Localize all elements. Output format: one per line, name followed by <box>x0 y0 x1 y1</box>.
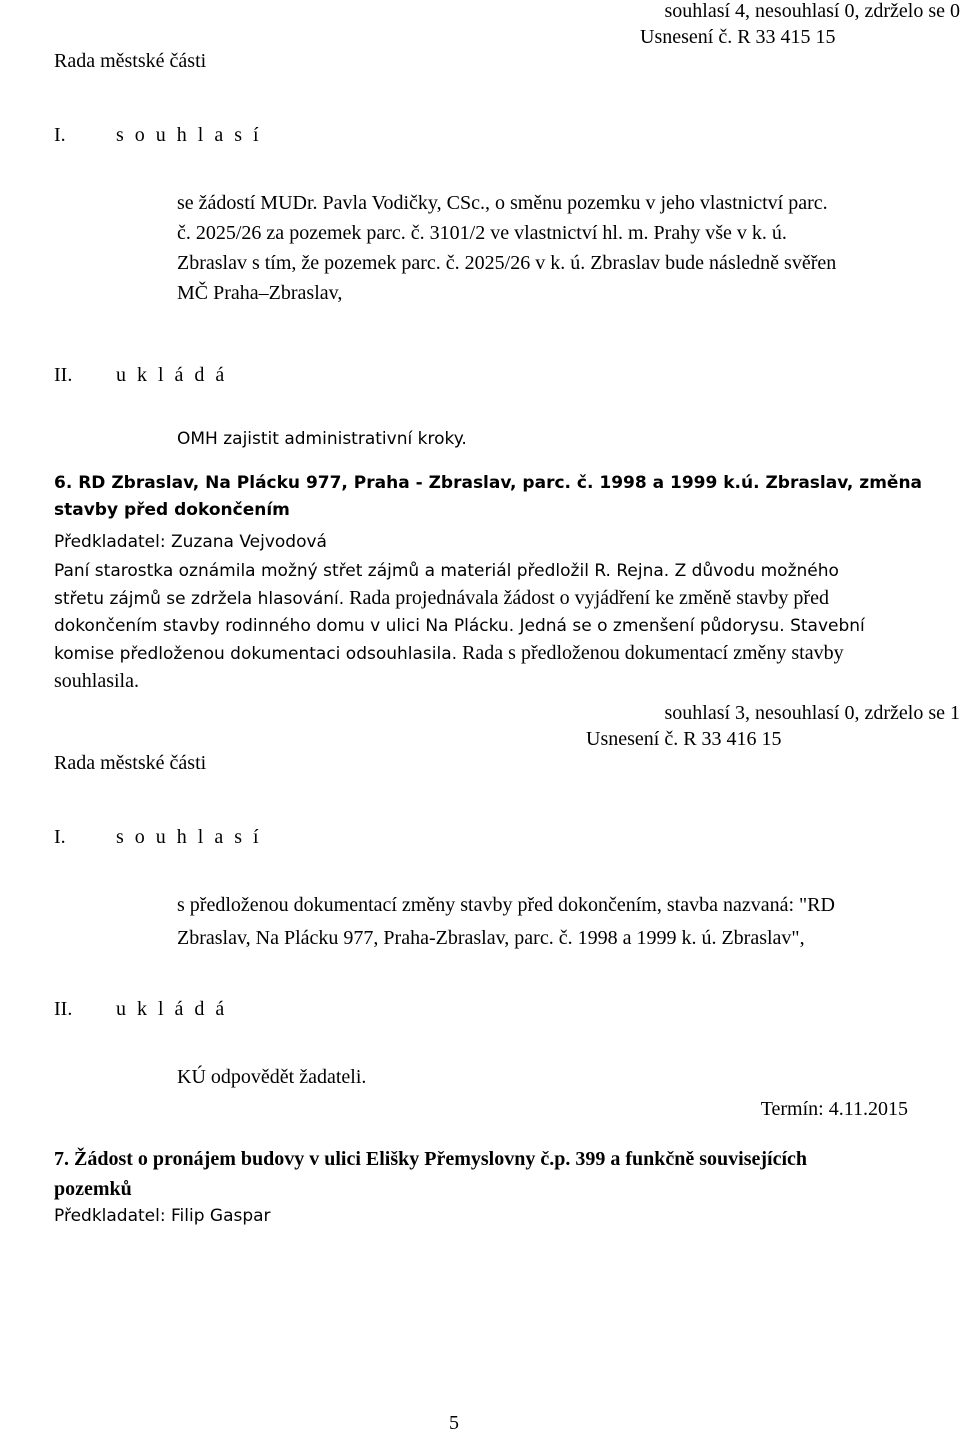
text-line <box>54 585 865 613</box>
text-line: č. 2025/26 za pozemek parc. č. 3101/2 ve vlastnictví hl. m. Prahy vše v k. ú. <box>177 222 787 244</box>
point-text <box>177 188 836 308</box>
council-body: Rada městské části <box>54 752 207 774</box>
point-text: OMH zajistit administrativní kroky. <box>177 429 467 449</box>
title-line: stavby před dokončením <box>54 500 290 520</box>
presenter: Předkladatel: Filip Gaspar <box>54 1206 271 1226</box>
resolution-number: Usnesení č. R 33 416 15 <box>586 728 782 750</box>
point-verb: s o u h l a s í <box>116 124 262 146</box>
point-text <box>177 889 835 955</box>
agenda-item-title <box>54 1144 807 1204</box>
presenter: Předkladatel: Zuzana Vejvodová <box>54 532 327 552</box>
title-line: 7. Žádost o pronájem budovy v ulici Elišky Přemyslovny č.p. 399 a funkčně souvisejících <box>54 1148 808 1170</box>
vote-result: souhlasí 3, nesouhlasí 0, zdrželo se 1 <box>664 702 960 724</box>
text-segment: Rada projednávala žádost o vyjádření ke změně stavby před <box>344 587 829 609</box>
agenda-item-title <box>54 470 922 524</box>
point-number: I. <box>54 124 66 146</box>
point-number: I. <box>54 826 66 848</box>
point-verb: u k l á d á <box>116 998 228 1020</box>
deadline: Termín: 4.11.2015 <box>760 1098 908 1120</box>
text-segment: komise předloženou dokumentaci odsouhlasila. <box>54 644 458 664</box>
point-verb: s o u h l a s í <box>116 826 262 848</box>
resolution-number: Usnesení č. R 33 415 15 <box>640 26 836 48</box>
text-line: se žádostí MUDr. Pavla Vodičky, CSc., o směnu pozemku v jeho vlastnictví parc. <box>177 192 828 214</box>
council-body: Rada městské části <box>54 50 207 72</box>
discussion-text <box>54 558 865 695</box>
point-number: II. <box>54 998 73 1020</box>
text-line: dokončením stavby rodinného domu v ulici Na Plácku. Jedná se o zmenšení půdorysu. Stavební <box>54 616 865 636</box>
point-verb: u k l á d á <box>116 364 228 386</box>
text-segment: Rada s předloženou dokumentací změny stavby <box>457 642 844 664</box>
point-number: II. <box>54 364 73 386</box>
text-line: MČ Praha–Zbraslav, <box>177 282 343 304</box>
text-line: s předloženou dokumentací změny stavby před dokončením, stavba nazvaná: "RD <box>177 894 835 916</box>
text-line: Zbraslav s tím, že pozemek parc. č. 2025/26 v k. ú. Zbraslav bude následně svěřen <box>177 252 837 274</box>
vote-result: souhlasí 4, nesouhlasí 0, zdrželo se 0 <box>664 0 960 22</box>
text-line <box>54 640 865 668</box>
page-number: 5 <box>449 1412 459 1434</box>
point-text: KÚ odpovědět žadateli. <box>177 1066 367 1088</box>
text-line: Paní starostka oznámila možný střet zájmů a materiál předložil R. Rejna. Z důvodu možného <box>54 561 839 581</box>
text-segment: střetu zájmů se zdržela hlasování. <box>54 589 345 609</box>
title-line: 6. RD Zbraslav, Na Plácku 977, Praha - Zbraslav, parc. č. 1998 a 1999 k.ú. Zbraslav, změna <box>54 473 923 493</box>
text-line: souhlasila. <box>54 670 139 692</box>
title-line: pozemků <box>54 1178 132 1200</box>
text-line: Zbraslav, Na Plácku 977, Praha-Zbraslav, parc. č. 1998 a 1999 k. ú. Zbraslav", <box>177 927 805 949</box>
